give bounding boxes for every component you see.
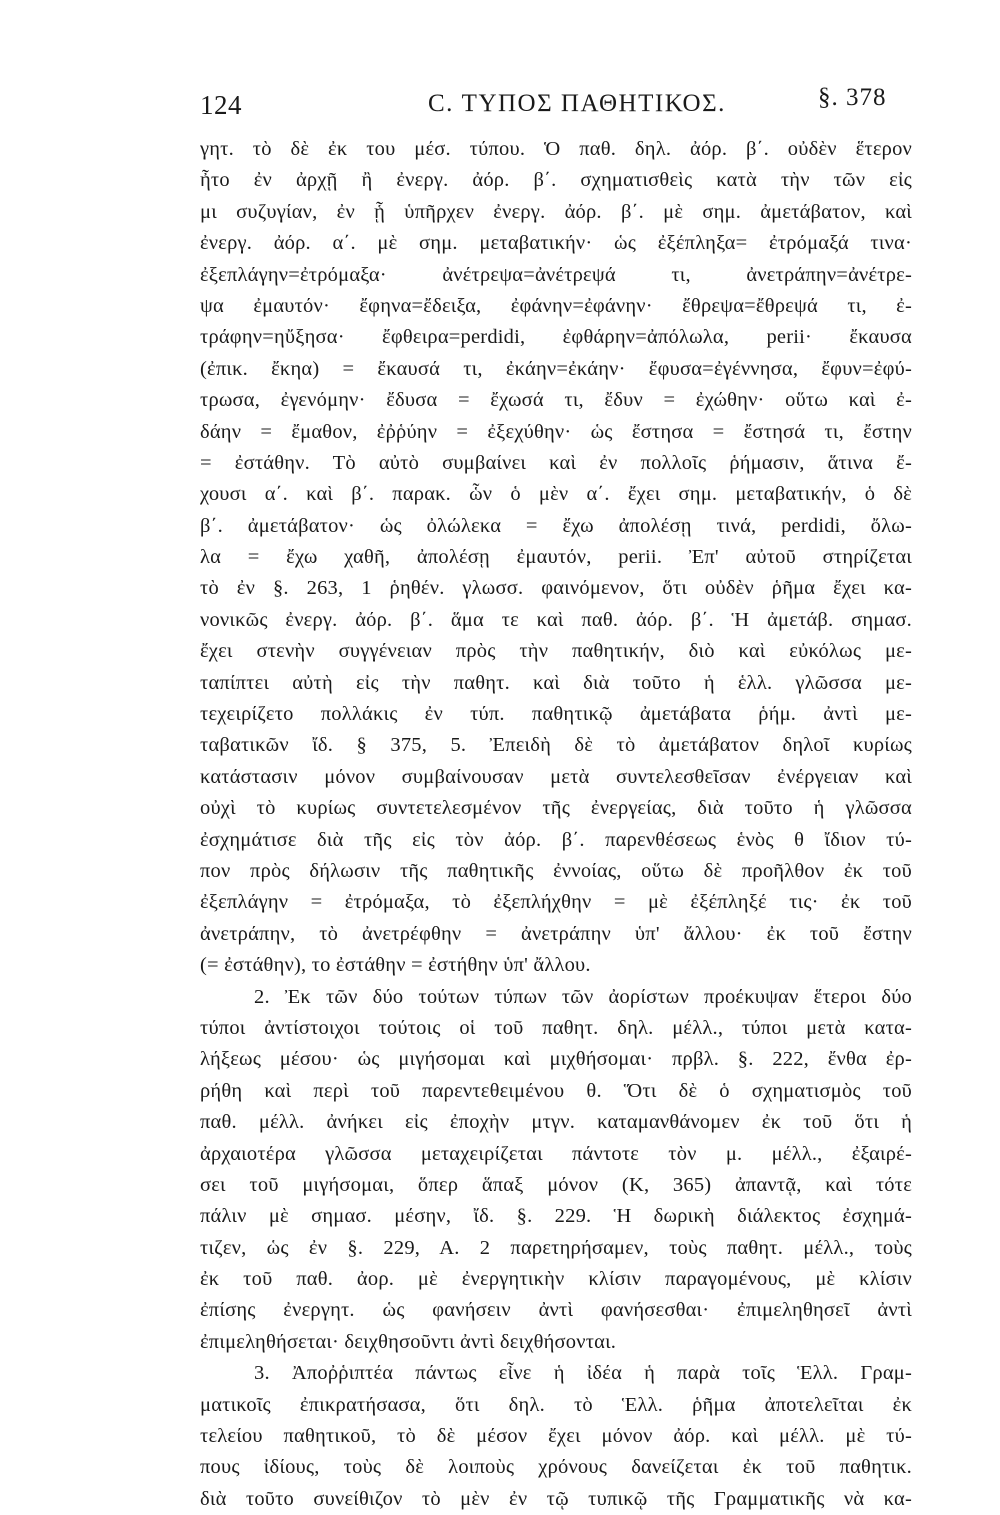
- text-line: νονικῶς ἐνεργ. ἀόρ. β΄. ἅμα τε καὶ παθ. ἀόρ. β΄. Ἡ ἀμετάβ. σημασ.: [200, 608, 912, 631]
- text-line: ρήθη καὶ περὶ τοῦ παρεντεθειμένου θ. Ὅτι δὲ ὁ σχηματισμὸς τοῦ: [200, 1079, 912, 1102]
- text-line: ταβατικῶν ἴδ. § 375, 5. Ἐπειδὴ δὲ τὸ ἀμετάβατον δηλοῖ κυρίως: [200, 734, 912, 757]
- page-header: [200, 84, 910, 134]
- text-line: τελείου παθητικοῦ, τὸ δὲ μέσον ἔχει μόνον ἀόρ. καὶ μέλλ. μὲ τύ-: [200, 1425, 912, 1448]
- text-line: τεχειρίζετο πολλάκις ἐν τύπ. παθητικῷ ἀμετάβατα ῥήμ. ἀντὶ με-: [200, 703, 912, 726]
- section-reference: §. 378: [818, 84, 887, 111]
- text-line: τὸ ἐν §. 263, 1 ῥηθέν. γλωσσ. φαινόμενον, ὅτι οὐδὲν ῥῆμα ἔχει κα-: [200, 577, 912, 600]
- text-line: ἀνετράπην, τὸ ἀνετρέφθην = ἀνετράπην ὑπ' ἄλλου· ἐκ τοῦ ἔστην: [200, 922, 912, 945]
- text-line: λα = ἔχω χαθῆ, ἀπολέσῃ ἐμαυτόν, perii. Ἐπ' αὐτοῦ στηρίζεται: [200, 546, 912, 569]
- text-line: πους ἰδίους, τοὺς δὲ λοιποὺς χρόνους δανείζεται ἐκ τοῦ παθητικ.: [200, 1456, 912, 1479]
- text-line: τιζεν, ὡς ἐν §. 229, Α. 2 παρετηρήσαμεν, τοὺς παθητ. μέλλ., τοὺς: [200, 1236, 912, 1259]
- text-line: τύποι ἀντίστοιχοι τούτοις οἱ τοῦ παθητ. δηλ. μέλλ., τύποι μετὰ κατα-: [200, 1016, 912, 1039]
- text-line: ἔχει στενὴν συγγένειαν πρὸς τὴν παθητικήν, διὸ καὶ εὐκόλως με-: [200, 640, 912, 663]
- text-line: οὐχὶ τὸ κυρίως συντετελεσμένον τῆς ἐνεργείας, διὰ τοῦτο ἡ γλῶσσα: [200, 797, 912, 820]
- text-line: πάλιν μὲ σημασ. μέσην, ἴδ. §. 229. Ἡ δωρικὴ διάλεκτος ἐσχημά-: [200, 1205, 912, 1228]
- text-line: τρωσα, ἐγενόμην· ἔδυσα = ἔχωσά τι, ἔδυν = ἐχώθην· οὕτω καὶ ἐ-: [200, 389, 912, 412]
- text-line: ψα ἐμαυτόν· ἔφηνα=ἔδειξα, ἐφάνην=ἐφάνην· ἔθρεψα=ἔθρεψά τι, ἐ-: [200, 294, 912, 317]
- text-line: γητ. τὸ δὲ ἐκ του μέσ. τύπου. Ὁ παθ. δηλ. ἀόρ. β΄. οὐδὲν ἕτερον: [200, 138, 912, 160]
- running-title: C. ΤΥΠΟΣ ΠΑΘΗΤΙΚΟΣ.: [428, 90, 726, 117]
- text-line: ταπίπτει αὐτὴ εἰς τὴν παθητ. καὶ διὰ τοῦτο ἡ ἑλλ. γλῶσσα με-: [200, 671, 912, 694]
- text-line: ἐξεπλάγην=ἐτρόμαξα· ἀνέτρεψα=ἀνέτρεψά τι, ἀνετράπην=ἀνέτρε-: [200, 263, 912, 286]
- text-line: πον πρὸς δήλωσιν τῆς παθητικῆς ἐννοίας, οὕτω δὲ προῆλθον ἐκ τοῦ: [200, 859, 912, 882]
- text-line: (ἐπικ. ἔκηα) = ἔκαυσά τι, ἐκάην=ἐκάην· ἔφυσα=ἐγέννησα, ἔφυν=ἐφύ-: [200, 357, 912, 380]
- page-number: 124: [200, 90, 242, 120]
- text-line: ἐπίσης ἐνεργητ. ὡς φανήσειν ἀντὶ φανήσεσθαι· ἐπιμεληθησεῖ ἀντὶ: [200, 1299, 912, 1322]
- text-line: β΄. ἀμετάβατον· ὡς ὀλώλεκα = ἔχω ἀπολέσῃ τινά, perdidi, ὄλω-: [200, 514, 912, 537]
- text-line: ματικοῖς ἐπικρατήσασα, ὅτι δηλ. τὸ Ἑλλ. ῥῆμα ἀποτελεῖται ἐκ: [200, 1393, 912, 1416]
- text-line: ἐσχημάτισε διὰ τῆς εἰς τὸν ἀόρ. β΄. παρενθέσεως ἑνὸς θ ἴδιον τύ-: [200, 828, 912, 851]
- text-line: ἀρχαιοτέρα γλῶσσα μεταχειρίζεται πάντοτε τὸν μ. μέλλ., ἐξαιρέ-: [200, 1142, 912, 1165]
- text-line: ἐκ τοῦ παθ. ἀορ. μὲ ἐνεργητικὴν κλίσιν παραγομένους, μὲ κλίσιν: [200, 1268, 912, 1291]
- text-line: δάην = ἔμαθον, ἐῤῥύην = ἐξεχύθην· ὡς ἔστησα = ἔστησά τι, ἔστην: [200, 420, 912, 443]
- text-line: κατάστασιν μόνον συμβαίνουσαν μετὰ συντελεσθεῖσαν ἐνέργειαν καὶ: [200, 765, 912, 788]
- text-line: ἦτο ἐν ἀρχῇ ἢ ἐνεργ. ἀόρ. β΄. σχηματισθεὶς κατὰ τὴν τῶν εἰς: [200, 169, 912, 192]
- text-line: μι συζυγίαν, ἐν ᾗ ὑπῆρχεν ἐνεργ. ἀόρ. β΄. μὲ σημ. ἀμετάβατον, καὶ: [200, 200, 912, 223]
- text-line: διὰ τοῦτο συνείθιζον τὸ μὲν ἐν τῷ τυπικῷ τῆς Γραμματικῆς νὰ κα-: [200, 1487, 912, 1510]
- text-line: χουσι α΄. καὶ β΄. παρακ. ὧν ὁ μὲν α΄. ἔχει σημ. μεταβατικήν, ὁ δὲ: [200, 483, 912, 506]
- text-line: = ἐστάθην. Τὸ αὐτὸ συμβαίνει καὶ ἐν πολλοῖς ῥήμασιν, ἅτινα ἔ-: [200, 451, 912, 474]
- paragraph-start-line: 3. Ἀποῤῥιπτέα πάντως εἶνε ἡ ἰδέα ἡ παρὰ τοῖς Ἑλλ. Γραμ-: [254, 1362, 912, 1385]
- text-line: λήξεως μέσου· ὡς μιγήσομαι καὶ μιχθήσομαι· πρβλ. §. 222, ἔνθα ἐρ-: [200, 1048, 912, 1071]
- paragraph-start-line: 2. Ἐκ τῶν δύο τούτων τύπων τῶν ἀορίστων προέκυψαν ἕτεροι δύο: [254, 985, 912, 1008]
- paragraph-end-line: (= ἐστάθην), το ἐστάθην = ἐστήθην ὑπ' ἄλλου.: [200, 954, 591, 977]
- text-line: παθ. μέλλ. ἀνήκει εἰς ἐποχὴν μτγν. καταμανθάνομεν ἐκ τοῦ ὅτι ἡ: [200, 1111, 912, 1134]
- body-text: [200, 134, 912, 1515]
- text-line: ἐξεπλάγην = ἐτρόμαξα, τὸ ἐξεπλήχθην = μὲ ἐξέπληξέ τις· ἐκ τοῦ: [200, 891, 912, 914]
- paragraph-end-line: ἐπιμεληθήσεται· δειχθησοῦντι ἀντὶ δειχθήσονται.: [200, 1330, 617, 1353]
- text-line: τράφην=ηὔξησα· ἔφθειρα=perdidi, ἐφθάρην=ἀπόλωλα, perii· ἔκαυσα: [200, 326, 912, 349]
- text-line: σει τοῦ μιγήσομαι, ὅπερ ἅπαξ μόνον (Κ, 365) ἀπαντᾷ, καὶ τότε: [200, 1173, 912, 1196]
- text-line: ἐνεργ. ἀόρ. α΄. μὲ σημ. μεταβατικήν· ὡς ἐξέπληξα= ἐτρόμαξά τινα·: [200, 232, 912, 255]
